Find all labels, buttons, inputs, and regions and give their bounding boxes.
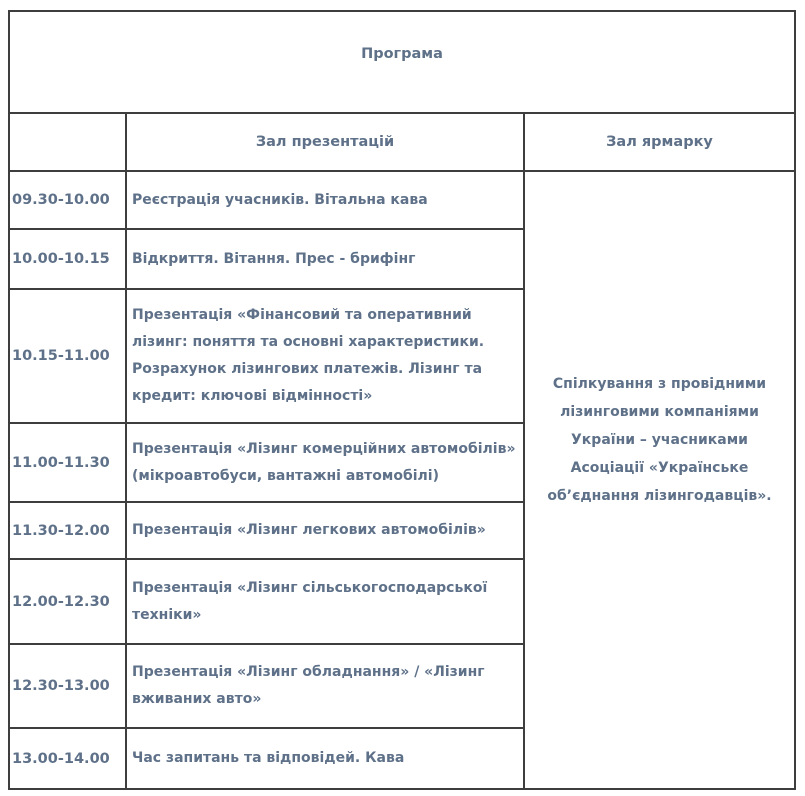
time-cell: 12.00-12.30 <box>9 559 126 644</box>
time-column-header <box>9 113 126 171</box>
time-cell: 11.00-11.30 <box>9 423 126 502</box>
title-row <box>9 11 795 113</box>
activity-cell: Реєстрація учасників. Вітальна кава <box>126 171 524 229</box>
activity-cell: Час запитань та відповідей. Кава <box>126 728 524 789</box>
time-cell: 13.00-14.00 <box>9 728 126 789</box>
fair-hall-header: Зал ярмарку <box>524 113 795 171</box>
time-cell: 12.30-13.00 <box>9 644 126 728</box>
time-cell: 09.30-10.00 <box>9 171 126 229</box>
activity-cell: Презентація «Фінансовий та оперативний лізинг: поняття та основні характеристики. Розрахунок лізингових платежів. Лізинг та кредит: ключові відмінності» <box>126 289 524 423</box>
activity-cell: Презентація «Лізинг легкових автомобілів» <box>126 502 524 559</box>
fair-hall-note: Спілкування з провідними лізинговими компаніями України – учасниками Асоціації «Українське об’єднання лізингодавців». <box>524 171 795 789</box>
activity-cell: Презентація «Лізинг сільськогосподарської техніки» <box>126 559 524 644</box>
program-table <box>8 10 796 790</box>
activity-cell: Презентація «Лізинг обладнання» / «Лізинг вживаних авто» <box>126 644 524 728</box>
time-cell: 10.15-11.00 <box>9 289 126 423</box>
presentation-hall-header: Зал презентацій <box>126 113 524 171</box>
time-cell: 10.00-10.15 <box>9 229 126 289</box>
table-row <box>9 171 795 229</box>
table-title: Програма <box>9 11 795 113</box>
activity-cell: Відкриття. Вітання. Прес - брифінг <box>126 229 524 289</box>
time-cell: 11.30-12.00 <box>9 502 126 559</box>
activity-cell: Презентація «Лізинг комерційних автомобілів» (мікроавтобуси, вантажні автомобілі) <box>126 423 524 502</box>
column-header-row <box>9 113 795 171</box>
